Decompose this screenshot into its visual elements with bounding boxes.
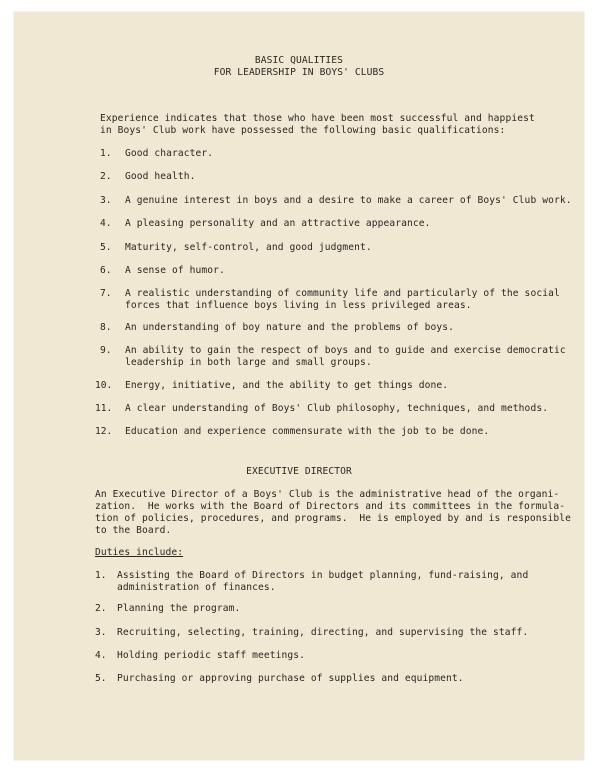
duty-number: 3. [95,627,107,638]
duty-text: Holding periodic staff meetings. [117,650,306,661]
quality-text: Good health. [125,171,196,182]
quality-text: A clear understanding of Boys' Club philosophy, techniques, and methods. [125,403,549,414]
quality-text: leadership in both large and small groups. [125,357,372,368]
duty-text: Planning the program. [117,603,241,614]
paragraph-line: tion of policies, procedures, and programs. He is employed by and is responsible [95,513,571,524]
duty-number: 2. [95,603,107,614]
duty-text: administration of finances. [117,582,276,593]
quality-number: 1. [100,148,112,159]
quality-number: 7. [100,288,112,299]
quality-number: 8. [100,322,112,333]
quality-number: 10. [95,380,113,391]
duty-number: 1. [95,570,107,581]
quality-text: An understanding of boy nature and the problems of boys. [125,322,455,333]
quality-number: 12. [95,426,113,437]
paragraph-line: An Executive Director of a Boys' Club is the administrative head of the organi- [95,489,560,500]
paragraph-line: to the Board. [95,525,172,536]
quality-text: Energy, initiative, and the ability to get things done. [125,380,449,391]
quality-number: 5. [100,242,112,253]
duty-number: 5. [95,673,107,684]
document-page [14,12,584,760]
quality-text: An ability to gain the respect of boys and to guide and exercise democratic [125,345,566,356]
intro-line-1: Experience indicates that those who have been most successful and happiest [100,113,535,124]
duty-text: Recruiting, selecting, training, directing, and supervising the staff. [117,627,529,638]
section-heading: EXECUTIVE DIRECTOR [246,466,352,477]
quality-number: 3. [100,195,112,206]
quality-text: A sense of humor. [125,265,225,276]
quality-number: 9. [100,345,112,356]
quality-number: 4. [100,218,112,229]
quality-text: Maturity, self-control, and good judgment. [125,242,372,253]
quality-text: forces that influence boys living in less privileged areas. [125,300,472,311]
quality-number: 11. [95,403,113,414]
quality-number: 6. [100,265,112,276]
quality-text: Good character. [125,148,214,159]
duty-text: Assisting the Board of Directors in budget planning, fund-raising, and [117,570,529,581]
quality-text: A pleasing personality and an attractive appearance. [125,218,431,229]
quality-text: Education and experience commensurate with the job to be done. [125,426,490,437]
duty-text: Purchasing or approving purchase of supplies and equipment. [117,673,464,684]
paragraph-line: zation. He works with the Board of Directors and its committees in the formula- [95,501,566,512]
title-line-2: FOR LEADERSHIP IN BOYS' CLUBS [213,67,385,78]
quality-text: A realistic understanding of community life and particularly of the social [125,288,560,299]
intro-line-2: in Boys' Club work have possessed the following basic qualifications: [100,125,506,136]
quality-number: 2. [100,171,112,182]
duty-number: 4. [95,650,107,661]
title-line-1: BASIC QUALITIES [254,55,344,66]
quality-text: A genuine interest in boys and a desire to make a career of Boys' Club work. [125,195,572,206]
duties-label: Duties include: [95,547,184,558]
